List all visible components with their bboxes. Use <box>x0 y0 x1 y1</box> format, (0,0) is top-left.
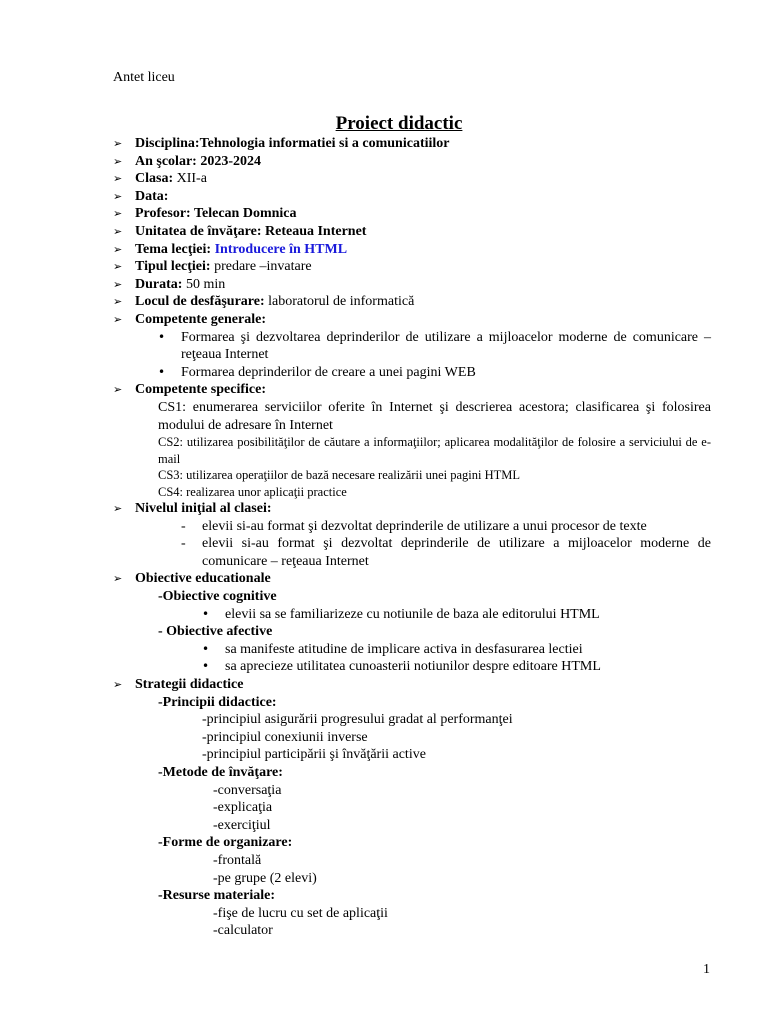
list-item: -explicaţia <box>213 800 273 816</box>
arrow-bullet-icon: ➢ <box>113 207 123 221</box>
arrow-bullet-icon: ➢ <box>113 277 123 291</box>
list-item: -frontală <box>213 852 262 868</box>
arrow-bullet-icon: ➢ <box>113 224 123 238</box>
list-item: • elevii sa se familiarizeze cu notiunile de baza ale editorului HTML <box>202 606 600 622</box>
list-item: CS1: enumerarea serviciilor oferite în Internet şi descrierea acestora; clasificarea şi folosirea modului de adresare în Internet <box>158 399 711 433</box>
section-strategii: ➢ Strategii didactice <box>113 677 244 693</box>
bullet-icon: • <box>202 606 210 621</box>
list-item: - elevii si-au format şi dezvoltat deprinderile de utilizare a mijloacelor moderne de comunicare – reţeaua Internet <box>181 536 711 569</box>
section-nivelul-initial: ➢ Nivelul iniţial al clasei: <box>113 501 272 517</box>
info-clasa: ➢ Clasa: XII-a <box>113 171 207 187</box>
arrow-bullet-icon: ➢ <box>113 189 123 203</box>
arrow-bullet-icon: ➢ <box>113 137 123 150</box>
arrow-bullet-icon: ➢ <box>113 172 123 186</box>
arrow-bullet-icon: ➢ <box>113 295 123 309</box>
list-item: • sa manifeste atitudine de implicare activa in desfasurarea lectiei <box>202 641 583 657</box>
section-obiective: ➢ Obiective educationale <box>113 571 271 587</box>
arrow-bullet-icon: ➢ <box>113 260 123 274</box>
bullet-icon: • <box>202 659 210 674</box>
document-content <box>113 135 711 940</box>
info-locul: ➢ Locul de desfăşurare: laboratorul de informatică <box>113 294 415 310</box>
obiective-cognitive-label: -Obiective cognitive <box>158 589 277 605</box>
arrow-bullet-icon: ➢ <box>113 678 123 692</box>
info-disciplina: ➢ Disciplina:Tehnologia informatiei si a comunicatiilor <box>113 136 450 151</box>
section-competente-specifice: ➢ Competente specifice: <box>113 382 267 398</box>
arrow-bullet-icon: ➢ <box>113 312 123 326</box>
bullet-icon: • <box>158 364 166 379</box>
bullet-icon: • <box>158 329 166 344</box>
list-item: • sa aprecieze utilitatea cunoasterii notiunilor despre editoare HTML <box>202 659 601 675</box>
list-item: CS2: utilizarea posibilităţilor de căutare a informaţiilor; aplicarea modalităţilor de folosire a serviciului de e-mail <box>158 435 711 466</box>
info-data: ➢ Data: <box>113 188 169 204</box>
info-profesor: ➢ Profesor: Telecan Domnica <box>113 206 297 222</box>
list-item: -conversaţia <box>213 782 282 798</box>
list-item: -calculator <box>213 923 273 939</box>
bullet-icon: • <box>202 641 210 656</box>
list-item: -fişe de lucru cu set de aplicaţii <box>213 905 388 921</box>
list-item: • Formarea şi dezvoltarea deprinderilor de utilizare a mijloacelor moderne de comunicare – reţeaua Internet <box>158 329 711 363</box>
info-tema: ➢ Tema lecţiei: Introducere în HTML <box>113 241 348 257</box>
list-item: -principiul asigurării progresului gradat al performanţei <box>202 712 513 728</box>
info-tipul: ➢ Tipul lecţiei: predare –invatare <box>113 259 312 275</box>
section-competente-generale: ➢ Competente generale: <box>113 311 267 327</box>
info-durata: ➢ Durata: 50 min <box>113 276 226 292</box>
list-item: -pe grupe (2 elevi) <box>213 870 317 886</box>
school-header: Antet liceu <box>113 70 175 85</box>
info-an-scolar: ➢ An şcolar: 2023-2024 <box>113 153 261 169</box>
list-item: - elevii si-au format şi dezvoltat deprinderile de utilizare a unui procesor de texte <box>181 518 647 534</box>
document-title: Proiect didactic <box>335 113 463 134</box>
info-unitatea: ➢ Unitatea de învăţare: Reteaua Internet <box>113 223 367 239</box>
list-item: • Formarea deprinderilor de creare a unei pagini WEB <box>158 364 476 380</box>
arrow-bullet-icon: ➢ <box>113 572 123 586</box>
page-number: 1 <box>703 962 710 977</box>
arrow-bullet-icon: ➢ <box>113 502 123 516</box>
obiective-afective-label: - Obiective afective <box>158 624 273 640</box>
resurse-label: -Resurse materiale: <box>158 888 276 904</box>
list-item: -principiul conexiunii inverse <box>202 729 368 745</box>
list-item: -exerciţiul <box>213 817 271 833</box>
list-item: -principiul participării şi învăţării active <box>202 747 426 763</box>
arrow-bullet-icon: ➢ <box>113 242 123 256</box>
principii-label: -Principii didactice: <box>158 694 277 710</box>
forme-label: -Forme de organizare: <box>158 835 293 851</box>
list-item: CS3: utilizarea operaţiilor de bază necesare realizării unei pagini HTML <box>158 468 520 483</box>
metode-label: -Metode de învăţare: <box>158 765 283 780</box>
arrow-bullet-icon: ➢ <box>113 383 123 397</box>
list-item: CS4: realizarea unor aplicaţii practice <box>158 484 347 499</box>
arrow-bullet-icon: ➢ <box>113 154 123 168</box>
